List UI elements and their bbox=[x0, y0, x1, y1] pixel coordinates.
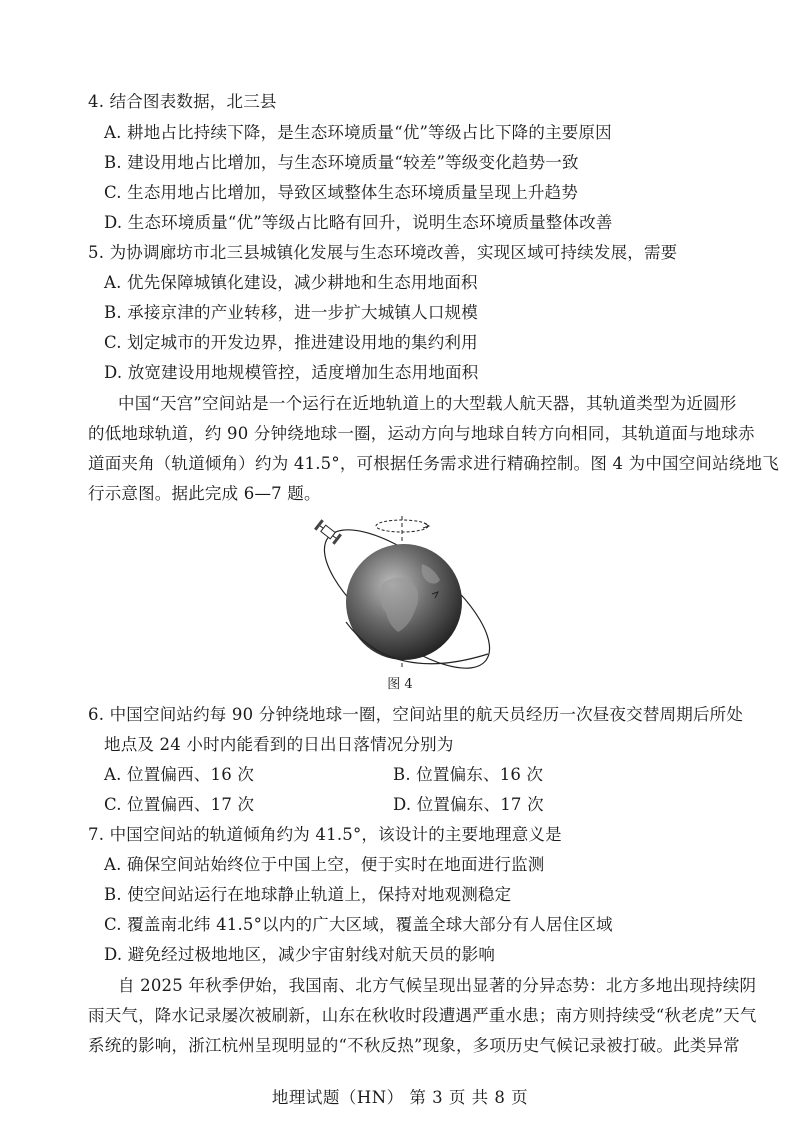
q5-option-c: C. 划定城市的开发边界，推进建设用地的集约利用 bbox=[104, 333, 478, 352]
passage1-line-3: 道面夹角（轨道倾角）约为 41.5°，可根据任务需求进行精确控制。图 4 为中国空间站绕地飞 bbox=[88, 454, 779, 473]
q4-option-d: D. 生态环境质量“优”等级占比略有回升，说明生态环境质量整体改善 bbox=[104, 213, 613, 232]
q5-option-a: A. 优先保障城镇化建设，减少耕地和生态用地面积 bbox=[104, 273, 478, 292]
q4-option-c: C. 生态用地占比增加，导致区域整体生态环境质量呈现上升趋势 bbox=[104, 183, 579, 202]
passage1-line-4: 行示意图。据此完成 6—7 题。 bbox=[88, 484, 321, 503]
figure-caption: 图 4 bbox=[387, 677, 413, 692]
q7-option-a: A. 确保空间站始终位于中国上空，便于实时在地面进行监测 bbox=[104, 855, 545, 874]
q6-stem-line-2: 地点及 24 小时内能看到的日出日落情况分别为 bbox=[104, 735, 454, 754]
passage2-line-3: 系统的影响，浙江杭州呈现明显的“不秋反热”现象，多项历史气候记录被打破。此类异常 bbox=[88, 1036, 740, 1055]
passage2-line-2: 雨天气，降水记录屡次被刷新，山东在秋收时段遭遇严重水患；南方则持续受“秋老虎”天气 bbox=[88, 1006, 757, 1025]
q7-option-b: B. 使空间站运行在地球静止轨道上，保持对地观测稳定 bbox=[104, 885, 512, 904]
passage2-line-1: 自 2025 年秋季伊始，我国南、北方气候呈现出显著的分异态势：北方多地出现持续阴 bbox=[118, 976, 757, 995]
q5-stem: 5. 为协调廊坊市北三县城镇化发展与生态环境改善，实现区域可持续发展，需要 bbox=[88, 243, 678, 262]
passage1-line-1: 中国“天宫”空间站是一个运行在近地轨道上的大型载人航天器，其轨道类型为近圆形 bbox=[118, 394, 737, 413]
q4-option-a: A. 耕地占比持续下降，是生态环境质量“优”等级占比下降的主要原因 bbox=[104, 123, 612, 142]
q4-option-b: B. 建设用地占比增加，与生态环境质量“较差”等级变化趋势一致 bbox=[104, 153, 579, 172]
q6-option-a: A. 位置偏西、16 次 bbox=[104, 765, 255, 784]
q7-stem: 7. 中国空间站的轨道倾角约为 41.5°，该设计的主要地理意义是 bbox=[88, 825, 562, 844]
q6-stem-line-1: 6. 中国空间站约每 90 分钟绕地球一圈，空间站里的航天员经历一次昼夜交替周期后所处 bbox=[88, 705, 744, 724]
q7-option-d: D. 避免经过极地地区，减少宇宙射线对航天员的影响 bbox=[104, 945, 496, 964]
q5-option-d: D. 放宽建设用地规模管控，适度增加生态用地面积 bbox=[104, 363, 479, 382]
space-station-orbit-figure bbox=[312, 514, 502, 670]
space-station-icon bbox=[314, 519, 342, 544]
page-footer: 地理试题（HN） 第 3 页 共 8 页 bbox=[271, 1088, 529, 1107]
q6-option-d: D. 位置偏东、17 次 bbox=[393, 795, 544, 814]
q6-option-b: B. 位置偏东、16 次 bbox=[393, 765, 544, 784]
q4-stem: 4. 结合图表数据，北三县 bbox=[88, 92, 277, 111]
q5-option-b: B. 承接京津的产业转移，进一步扩大城镇人口规模 bbox=[104, 303, 478, 322]
q7-option-c: C. 覆盖南北纬 41.5°以内的广大区域，覆盖全球大部分有人居住区域 bbox=[104, 915, 613, 934]
rotation-arrow-icon bbox=[423, 523, 429, 528]
passage1-line-2: 的低地球轨道，约 90 分钟绕地球一圈，运动方向与地球自转方向相同，其轨道面与地球赤 bbox=[88, 424, 755, 443]
q6-option-c: C. 位置偏西、17 次 bbox=[104, 795, 255, 814]
